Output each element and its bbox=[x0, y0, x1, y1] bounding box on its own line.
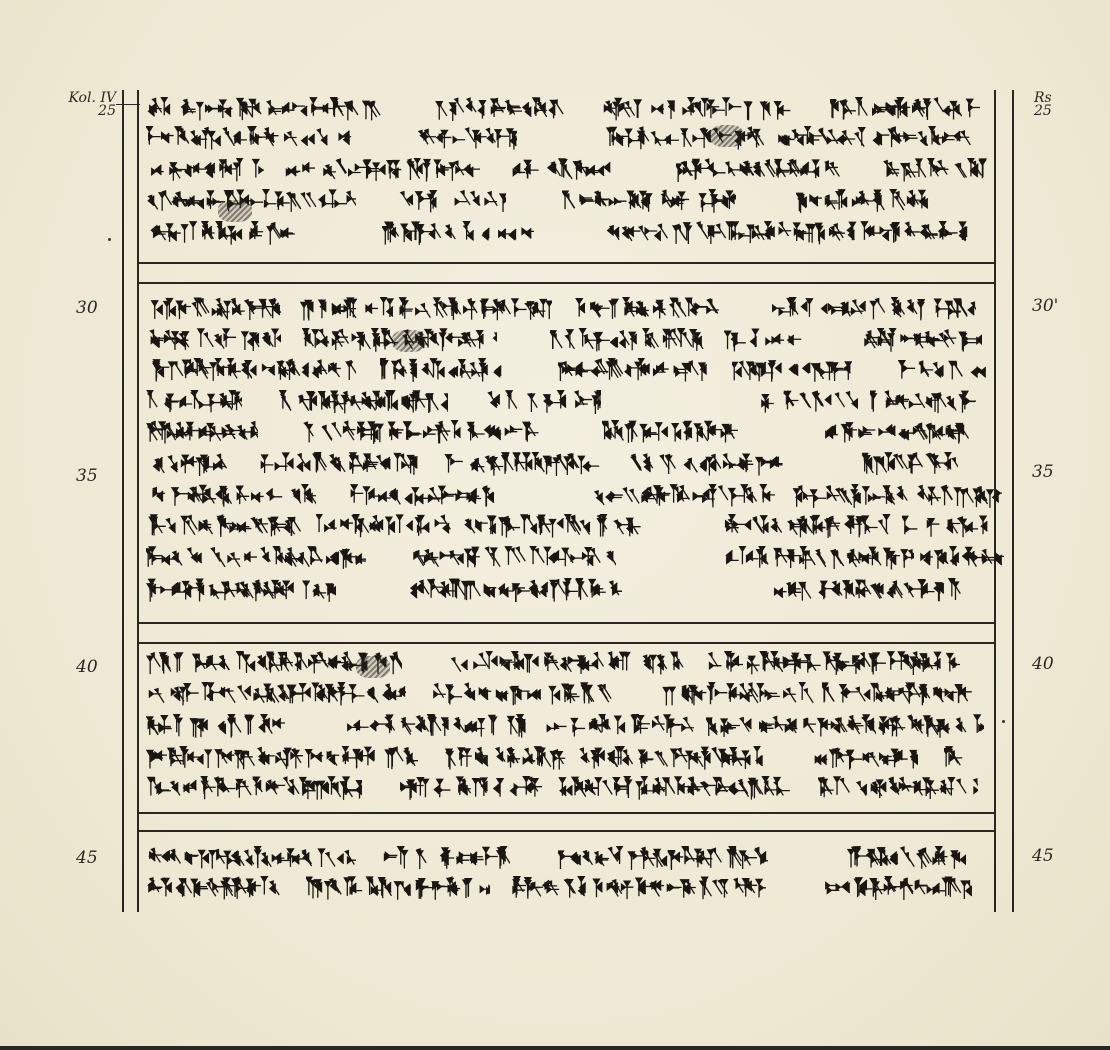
cuneiform-line bbox=[146, 514, 988, 538]
cuneiform-word bbox=[862, 328, 982, 352]
cuneiform-word bbox=[822, 876, 972, 900]
cuneiform-word bbox=[558, 846, 768, 870]
cuneiform-word bbox=[758, 390, 858, 414]
cuneiform-signs bbox=[574, 746, 770, 770]
cuneiform-word bbox=[146, 126, 356, 150]
cuneiform-word bbox=[258, 452, 424, 476]
cuneiform-word bbox=[882, 158, 990, 182]
cuneiform-line bbox=[146, 97, 988, 121]
cuneiform-word bbox=[146, 420, 258, 444]
cuneiform-signs bbox=[398, 776, 542, 800]
cuneiform-word bbox=[660, 682, 814, 706]
cuneiform-signs bbox=[822, 876, 972, 900]
cuneiform-word bbox=[818, 776, 978, 800]
cuneiform-signs bbox=[600, 221, 980, 245]
cuneiform-word bbox=[408, 578, 622, 602]
cuneiform-signs bbox=[704, 651, 960, 675]
cuneiform-signs bbox=[300, 297, 552, 321]
cuneiform-word bbox=[146, 221, 296, 245]
cuneiform-word bbox=[914, 546, 1004, 570]
cuneiform-word bbox=[146, 714, 286, 738]
left-line-number: 40 bbox=[76, 657, 98, 677]
cuneiform-word bbox=[410, 546, 616, 570]
cuneiform-word bbox=[792, 484, 1002, 508]
cuneiform-signs bbox=[706, 714, 876, 738]
cuneiform-signs bbox=[380, 846, 510, 870]
cuneiform-word bbox=[722, 514, 892, 538]
cuneiform-signs bbox=[772, 578, 968, 602]
cuneiform-word bbox=[822, 420, 932, 444]
cuneiform-word bbox=[544, 714, 696, 738]
cuneiform-signs bbox=[146, 746, 418, 770]
cuneiform-signs bbox=[306, 876, 490, 900]
cuneiform-signs bbox=[146, 390, 242, 414]
left-column-label bbox=[46, 92, 116, 118]
cuneiform-signs bbox=[146, 126, 356, 150]
damaged-area bbox=[356, 656, 390, 678]
cuneiform-signs bbox=[822, 682, 978, 706]
cuneiform-line bbox=[146, 420, 988, 444]
cuneiform-signs bbox=[724, 546, 914, 570]
cuneiform-word bbox=[146, 578, 336, 602]
cuneiform-signs bbox=[806, 746, 918, 770]
cuneiform-signs bbox=[462, 514, 642, 538]
cuneiform-line bbox=[146, 578, 988, 602]
cuneiform-signs bbox=[792, 484, 1002, 508]
cuneiform-signs bbox=[506, 876, 766, 900]
cuneiform-line bbox=[146, 452, 988, 476]
damaged-area bbox=[392, 330, 426, 352]
cuneiform-word bbox=[552, 776, 792, 800]
right-outer-rule bbox=[1012, 90, 1014, 912]
cuneiform-signs bbox=[316, 514, 452, 538]
cuneiform-word bbox=[284, 158, 484, 182]
cuneiform-line bbox=[146, 846, 988, 870]
cuneiform-signs bbox=[876, 714, 984, 738]
cuneiform-word bbox=[870, 390, 976, 414]
cuneiform-word bbox=[442, 452, 602, 476]
cuneiform-word bbox=[600, 221, 980, 245]
margin-dot bbox=[108, 238, 111, 241]
cuneiform-signs bbox=[924, 420, 976, 444]
cuneiform-line bbox=[146, 546, 988, 570]
cuneiform-word bbox=[302, 420, 542, 444]
cuneiform-word bbox=[822, 682, 978, 706]
cuneiform-word bbox=[796, 189, 936, 213]
cuneiform-word bbox=[412, 126, 517, 150]
cuneiform-signs bbox=[302, 420, 542, 444]
cuneiform-word bbox=[506, 876, 766, 900]
cuneiform-word bbox=[776, 126, 976, 150]
cuneiform-signs bbox=[342, 714, 528, 738]
cuneiform-word bbox=[146, 297, 286, 321]
cuneiform-signs bbox=[558, 358, 718, 382]
cuneiform-word bbox=[486, 390, 601, 414]
cuneiform-word bbox=[146, 776, 362, 800]
cuneiform-signs bbox=[258, 452, 424, 476]
cuneiform-line bbox=[146, 328, 988, 352]
cuneiform-signs bbox=[552, 776, 792, 800]
cuneiform-signs bbox=[724, 328, 802, 352]
cuneiform-word bbox=[806, 746, 918, 770]
cuneiform-signs bbox=[722, 514, 892, 538]
damaged-area bbox=[710, 125, 744, 147]
cuneiform-signs bbox=[602, 420, 738, 444]
cuneiform-signs bbox=[278, 390, 448, 414]
cuneiform-word bbox=[146, 452, 238, 476]
right-line-number: 45 bbox=[1032, 846, 1054, 866]
cuneiform-signs bbox=[914, 546, 1004, 570]
cuneiform-signs bbox=[862, 452, 958, 476]
cuneiform-word bbox=[448, 651, 688, 675]
cuneiform-signs bbox=[432, 97, 564, 121]
cuneiform-word bbox=[902, 514, 992, 538]
cuneiform-signs bbox=[882, 158, 990, 182]
cuneiform-signs bbox=[660, 682, 814, 706]
cuneiform-signs bbox=[146, 452, 238, 476]
cuneiform-word bbox=[510, 158, 620, 182]
cuneiform-word bbox=[572, 297, 726, 321]
cuneiform-line bbox=[146, 714, 988, 738]
cuneiform-word bbox=[766, 297, 976, 321]
cuneiform-word bbox=[676, 158, 848, 182]
right-line-number: 35 bbox=[1032, 462, 1054, 482]
cuneiform-word bbox=[146, 876, 282, 900]
cuneiform-word bbox=[438, 746, 568, 770]
cuneiform-word bbox=[558, 358, 718, 382]
cuneiform-word bbox=[146, 97, 386, 121]
cuneiform-signs bbox=[396, 189, 506, 213]
cuneiform-word bbox=[146, 158, 264, 182]
cuneiform-signs bbox=[510, 158, 620, 182]
cuneiform-word bbox=[146, 546, 366, 570]
cuneiform-signs bbox=[676, 158, 848, 182]
cuneiform-word bbox=[732, 358, 852, 382]
cuneiform-word bbox=[724, 328, 802, 352]
cuneiform-signs bbox=[380, 358, 510, 382]
left-inner-rule bbox=[137, 90, 139, 912]
cuneiform-signs bbox=[146, 546, 366, 570]
cuneiform-signs bbox=[410, 546, 616, 570]
cuneiform-word bbox=[704, 651, 960, 675]
cuneiform-word bbox=[846, 846, 966, 870]
left-column-label-title: Kol. IV bbox=[68, 90, 116, 106]
cuneiform-word bbox=[316, 514, 452, 538]
cuneiform-word bbox=[398, 776, 542, 800]
cuneiform-word bbox=[146, 514, 306, 538]
cuneiform-word bbox=[830, 97, 980, 121]
cuneiform-word bbox=[278, 390, 448, 414]
left-outer-rule bbox=[122, 90, 124, 912]
cuneiform-word bbox=[380, 358, 510, 382]
right-line-number: 40 bbox=[1032, 654, 1054, 674]
cuneiform-signs bbox=[776, 126, 976, 150]
cuneiform-word bbox=[550, 328, 706, 352]
cuneiform-word bbox=[628, 452, 788, 476]
cuneiform-line bbox=[146, 126, 988, 150]
cuneiform-word bbox=[944, 746, 964, 770]
cuneiform-signs bbox=[818, 776, 978, 800]
cuneiform-word bbox=[146, 390, 242, 414]
cuneiform-signs bbox=[862, 328, 982, 352]
cuneiform-word bbox=[862, 452, 958, 476]
section-divider bbox=[137, 622, 994, 624]
left-column-label-number: 25 bbox=[98, 103, 116, 119]
cuneiform-signs bbox=[146, 97, 386, 121]
cuneiform-signs bbox=[146, 846, 356, 870]
right-column-label-number: 25 bbox=[1034, 103, 1052, 119]
cuneiform-signs bbox=[146, 328, 281, 352]
cuneiform-line bbox=[146, 390, 988, 414]
cuneiform-signs bbox=[758, 390, 858, 414]
cuneiform-signs bbox=[146, 158, 264, 182]
cuneiform-line bbox=[146, 189, 988, 213]
cuneiform-word bbox=[602, 97, 792, 121]
cuneiform-line bbox=[146, 682, 988, 706]
cuneiform-word bbox=[772, 578, 968, 602]
cuneiform-line bbox=[146, 651, 988, 675]
cuneiform-word bbox=[724, 546, 914, 570]
cuneiform-signs bbox=[146, 578, 336, 602]
section-divider bbox=[137, 642, 994, 644]
cuneiform-line bbox=[146, 746, 988, 770]
cuneiform-word bbox=[306, 876, 490, 900]
cuneiform-word bbox=[426, 682, 616, 706]
margin-dot bbox=[1002, 720, 1005, 723]
cuneiform-signs bbox=[146, 358, 356, 382]
cuneiform-signs bbox=[146, 776, 362, 800]
cuneiform-word bbox=[562, 189, 736, 213]
section-divider bbox=[137, 282, 994, 284]
cuneiform-line bbox=[146, 358, 988, 382]
cuneiform-signs bbox=[382, 221, 540, 245]
right-column-label bbox=[1034, 92, 1052, 118]
cuneiform-signs bbox=[766, 297, 976, 321]
cuneiform-word bbox=[300, 297, 552, 321]
cuneiform-signs bbox=[944, 746, 964, 770]
cuneiform-signs bbox=[146, 682, 406, 706]
cuneiform-line bbox=[146, 484, 988, 508]
cuneiform-line bbox=[146, 221, 988, 245]
cuneiform-word bbox=[146, 682, 406, 706]
cuneiform-signs bbox=[146, 876, 282, 900]
cuneiform-line bbox=[146, 158, 988, 182]
cuneiform-signs bbox=[486, 390, 601, 414]
cuneiform-word bbox=[146, 484, 316, 508]
cuneiform-word bbox=[382, 221, 540, 245]
cuneiform-word bbox=[706, 714, 876, 738]
cuneiform-line bbox=[146, 876, 988, 900]
left-line-number: 45 bbox=[76, 848, 98, 868]
cuneiform-word bbox=[898, 358, 986, 382]
left-line-number: 35 bbox=[76, 466, 98, 486]
cuneiform-signs bbox=[572, 297, 726, 321]
right-line-number: 30' bbox=[1032, 296, 1059, 316]
cuneiform-word bbox=[146, 358, 356, 382]
cuneiform-word bbox=[462, 514, 642, 538]
cuneiform-signs bbox=[562, 189, 736, 213]
cuneiform-signs bbox=[822, 420, 932, 444]
cuneiform-word bbox=[146, 846, 356, 870]
section-divider bbox=[137, 812, 994, 814]
cuneiform-line bbox=[146, 297, 988, 321]
cuneiform-signs bbox=[846, 846, 966, 870]
cuneiform-word bbox=[924, 420, 976, 444]
cuneiform-signs bbox=[448, 651, 688, 675]
cuneiform-signs bbox=[426, 682, 616, 706]
cuneiform-word bbox=[396, 189, 506, 213]
cuneiform-signs bbox=[146, 484, 316, 508]
cuneiform-word bbox=[342, 714, 528, 738]
cuneiform-signs bbox=[408, 578, 622, 602]
cuneiform-signs bbox=[870, 390, 976, 414]
cuneiform-signs bbox=[146, 514, 306, 538]
cuneiform-word bbox=[380, 846, 510, 870]
cuneiform-signs bbox=[602, 97, 792, 121]
cuneiform-signs bbox=[146, 221, 296, 245]
cuneiform-signs bbox=[146, 297, 286, 321]
page-bottom-edge bbox=[0, 1046, 1110, 1050]
cuneiform-word bbox=[574, 746, 770, 770]
right-column-label-title: Rs bbox=[1034, 90, 1052, 106]
left-line-number: 30 bbox=[76, 298, 98, 318]
cuneiform-signs bbox=[284, 158, 484, 182]
cuneiform-signs bbox=[558, 846, 768, 870]
cuneiform-signs bbox=[796, 189, 936, 213]
cuneiform-signs bbox=[592, 484, 776, 508]
cuneiform-signs bbox=[442, 452, 602, 476]
cuneiform-word bbox=[602, 420, 738, 444]
cuneiform-word bbox=[146, 328, 281, 352]
cuneiform-signs bbox=[438, 746, 568, 770]
cuneiform-signs bbox=[732, 358, 852, 382]
cuneiform-signs bbox=[550, 328, 706, 352]
cuneiform-word bbox=[592, 484, 776, 508]
cuneiform-line bbox=[146, 776, 988, 800]
cuneiform-signs bbox=[898, 358, 986, 382]
cuneiform-signs bbox=[544, 714, 696, 738]
cuneiform-signs bbox=[348, 484, 498, 508]
cuneiform-word bbox=[876, 714, 984, 738]
section-divider bbox=[137, 262, 994, 264]
damaged-area bbox=[218, 200, 252, 222]
cuneiform-signs bbox=[830, 97, 980, 121]
cuneiform-signs bbox=[146, 420, 258, 444]
cuneiform-signs bbox=[628, 452, 788, 476]
cuneiform-word bbox=[146, 746, 418, 770]
cuneiform-signs bbox=[146, 714, 286, 738]
cuneiform-signs bbox=[412, 126, 517, 150]
cuneiform-signs bbox=[902, 514, 992, 538]
cuneiform-word bbox=[432, 97, 564, 121]
section-divider bbox=[137, 830, 994, 832]
cuneiform-word bbox=[348, 484, 498, 508]
